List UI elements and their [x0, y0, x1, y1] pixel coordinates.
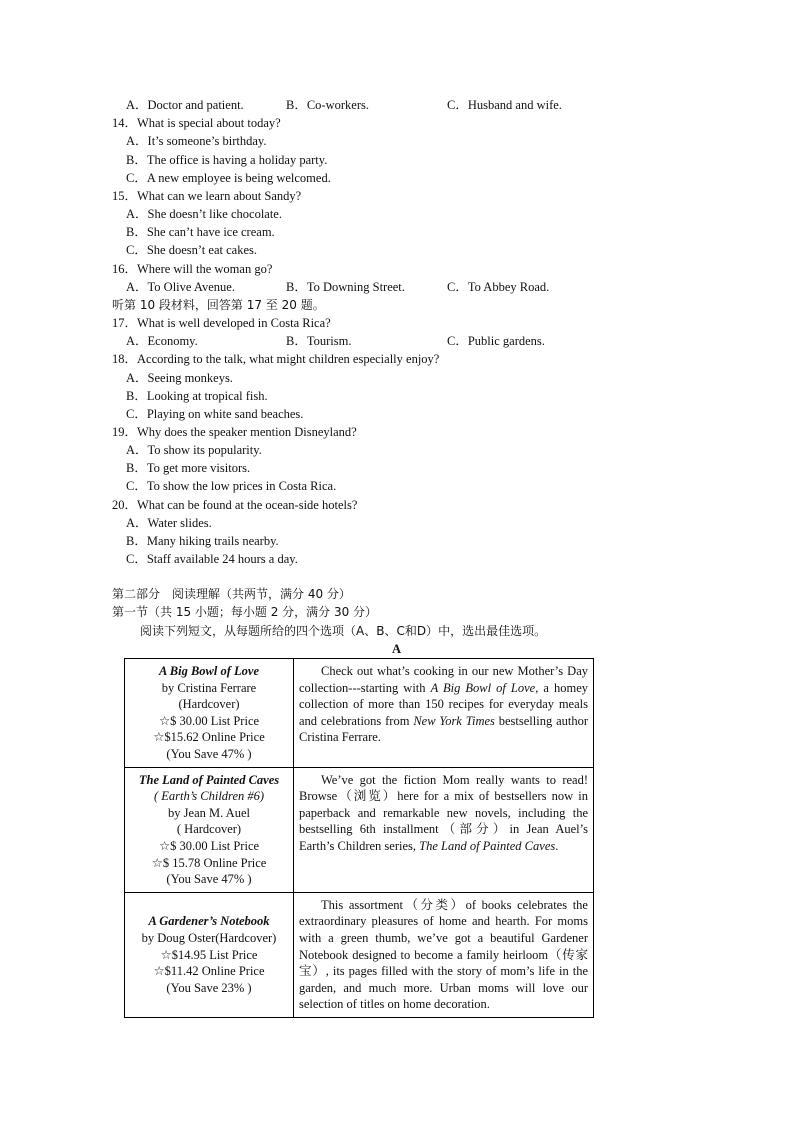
- book-description-cell: Check out what’s cooking in our new Mother’s Day collection---starting with A Big Bowl of Love, a homey collection of more than 150 recipes for everyday meals and celebrations from New York Times bestselling author Cristina Ferrare.: [294, 659, 594, 768]
- book-author: by Jean M. Auel: [168, 805, 250, 820]
- book-info-cell: [125, 767, 294, 892]
- online-price: ☆$11.42 Online Price: [153, 964, 265, 979]
- table-row: [125, 767, 594, 892]
- book-description-cell: This assortment（分类）of books celebrates the extraordinary pleasures of home and hearth. For moms with a green thumb, we’ve got a beautiful Gardener Notebook designed to become a family heirloom（传家宝）, its pages filled with the story of mom’s life in the garden, and much more. Urban moms will love our selection of titles on home decoration.: [294, 892, 594, 1017]
- book-description-cell: We’ve got the fiction Mom really wants to read! Browse（浏览）here for a mix of bestsellers now in paperback and remarkable new novels, including the bestselling 6th installment（部分）in Jean Auel’s Earth’s Children series, The Land of Painted Caves.: [294, 767, 594, 892]
- book-format: (Hardcover): [178, 697, 240, 712]
- q16-option-a: A．To Olive Avenue.: [126, 280, 235, 294]
- book-title: The Land of Painted Caves: [138, 772, 280, 787]
- list-price: ☆$ 30.00 List Price: [158, 713, 260, 728]
- q16-option-c: C．To Abbey Road.: [447, 280, 550, 294]
- table-row: [125, 892, 594, 1017]
- book-author: by Doug Oster(Hardcover): [141, 930, 277, 945]
- book-table: [124, 658, 594, 1018]
- book-title: A Gardener’s Notebook: [148, 914, 270, 929]
- book-series: ( Earth’s Children #6): [153, 789, 265, 804]
- list-price: ☆$14.95 List Price: [160, 947, 258, 962]
- online-price: ☆$15.62 Online Price: [153, 730, 265, 745]
- savings: (You Save 47% ): [166, 746, 252, 761]
- online-price: ☆$ 15.78 Online Price: [151, 855, 267, 870]
- list-price: ☆$ 30.00 List Price: [158, 838, 260, 853]
- q13-option-c: C．Husband and wife.: [447, 98, 562, 112]
- savings: (You Save 47% ): [166, 872, 252, 887]
- q17-option-a: A．Economy.: [126, 334, 198, 348]
- q17-option-b: B．Tourism.: [286, 334, 352, 348]
- q13-option-b: B．Co-workers.: [286, 98, 369, 112]
- book-info-cell: [125, 892, 294, 1017]
- book-author: by Cristina Ferrare: [161, 680, 257, 695]
- table-row: [125, 659, 594, 768]
- q17-option-c: C．Public gardens.: [447, 334, 545, 348]
- book-title: A Big Bowl of Love: [159, 664, 259, 678]
- savings: (You Save 23% ): [166, 980, 252, 995]
- q13-option-a: A．Doctor and patient.: [126, 98, 244, 112]
- q16-option-b: B．To Downing Street.: [286, 280, 405, 294]
- book-format: ( Hardcover): [176, 822, 242, 837]
- book-info-cell: [125, 659, 294, 768]
